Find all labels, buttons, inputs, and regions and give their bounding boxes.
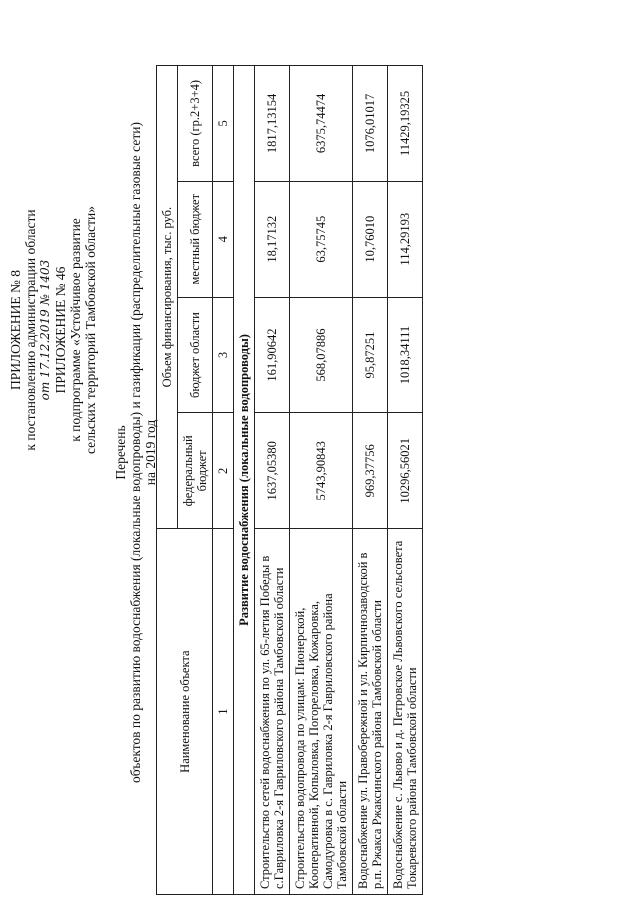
- federal-budget: 969,37756: [353, 413, 388, 529]
- table-row: [353, 66, 388, 895]
- local-budget: 114,29193: [388, 181, 423, 297]
- appendix-number-2: ПРИЛОЖЕНИЕ № 46: [53, 266, 68, 394]
- col-number: 5: [213, 66, 234, 182]
- col-name-header: Наименование объекта: [157, 529, 213, 895]
- handwritten-date-number: от 17.12.2019 № 1403: [38, 259, 52, 401]
- local-budget: 18,17132: [255, 181, 290, 297]
- total-budget: 1076,01017: [353, 66, 388, 182]
- objects-table: [156, 65, 423, 895]
- col-number: 3: [213, 297, 234, 413]
- col-total-header: всего (гр.2+3+4): [178, 66, 213, 182]
- appendix-number: ПРИЛОЖЕНИЕ № 8: [8, 269, 23, 391]
- subprogram-name: сельских территорий Тамбовской области»: [83, 205, 98, 455]
- col-funding-header: Объем финансирования, тыс. руб.: [157, 66, 178, 529]
- regional-budget: 161,90642: [255, 297, 290, 413]
- column-numbers-row: [213, 66, 234, 895]
- section-title: Развитие водоснабжения (локальные водопроводы): [234, 66, 255, 895]
- col-region-header: бюджет области: [178, 297, 213, 413]
- title-line-1: Перечень: [113, 425, 128, 480]
- regional-budget: 568,07886: [290, 297, 353, 413]
- table-row: [290, 66, 353, 895]
- col-number: 1: [213, 529, 234, 895]
- col-number: 4: [213, 181, 234, 297]
- total-budget: 11429,19325: [388, 66, 423, 182]
- document-title: [113, 0, 158, 905]
- federal-budget: 10296,56021: [388, 413, 423, 529]
- table-header-row: [157, 66, 178, 895]
- object-name: Строительство водопровода по улицам: Пионерской, Кооперативной, Копыловка, Погореловка, Кожаровка, Самодуровка в с. Гавриловка 2-я Гавриловского района Тамбовской области: [290, 529, 353, 895]
- subprogram-reference: к подпрограмме «Устойчивое развитие: [68, 218, 83, 442]
- col-local-header: местный бюджет: [178, 181, 213, 297]
- appendix-header: [8, 165, 98, 495]
- regional-budget: 95,87251: [353, 297, 388, 413]
- total-budget: 1817,13154: [255, 66, 290, 182]
- title-line-3: на 2019 год: [143, 419, 158, 486]
- table-row: [255, 66, 290, 895]
- col-federal-header: федеральный бюджет: [178, 413, 213, 529]
- total-budget: 6375,74474: [290, 66, 353, 182]
- regional-budget: 1018,34111: [388, 297, 423, 413]
- section-row: [234, 66, 255, 895]
- object-name: Строительство сетей водоснабжения по ул. 65-летия Победы в с.Гавриловка 2-я Гавриловского района Тамбовской области: [255, 529, 290, 895]
- table-row: [388, 66, 423, 895]
- title-line-2: объектов по развитию водоснабжения (локальные водопроводы) и газификации (распределительные газовые сети): [128, 122, 143, 783]
- local-budget: 63,75745: [290, 181, 353, 297]
- object-name: Водоснабжение ул. Правобережной и ул. Кирпичнозаводской в р.п. Ржакса Ржаксинского района Тамбовской области: [353, 529, 388, 895]
- federal-budget: 1637,05380: [255, 413, 290, 529]
- object-name: Водоснабжение с. Львово и д. Петровское Львовского сельсовета Токаревского района Тамбовской области: [388, 529, 423, 895]
- col-number: 2: [213, 413, 234, 529]
- federal-budget: 5743,90843: [290, 413, 353, 529]
- local-budget: 10,76010: [353, 181, 388, 297]
- decree-reference: к постановлению администрации области: [23, 209, 38, 451]
